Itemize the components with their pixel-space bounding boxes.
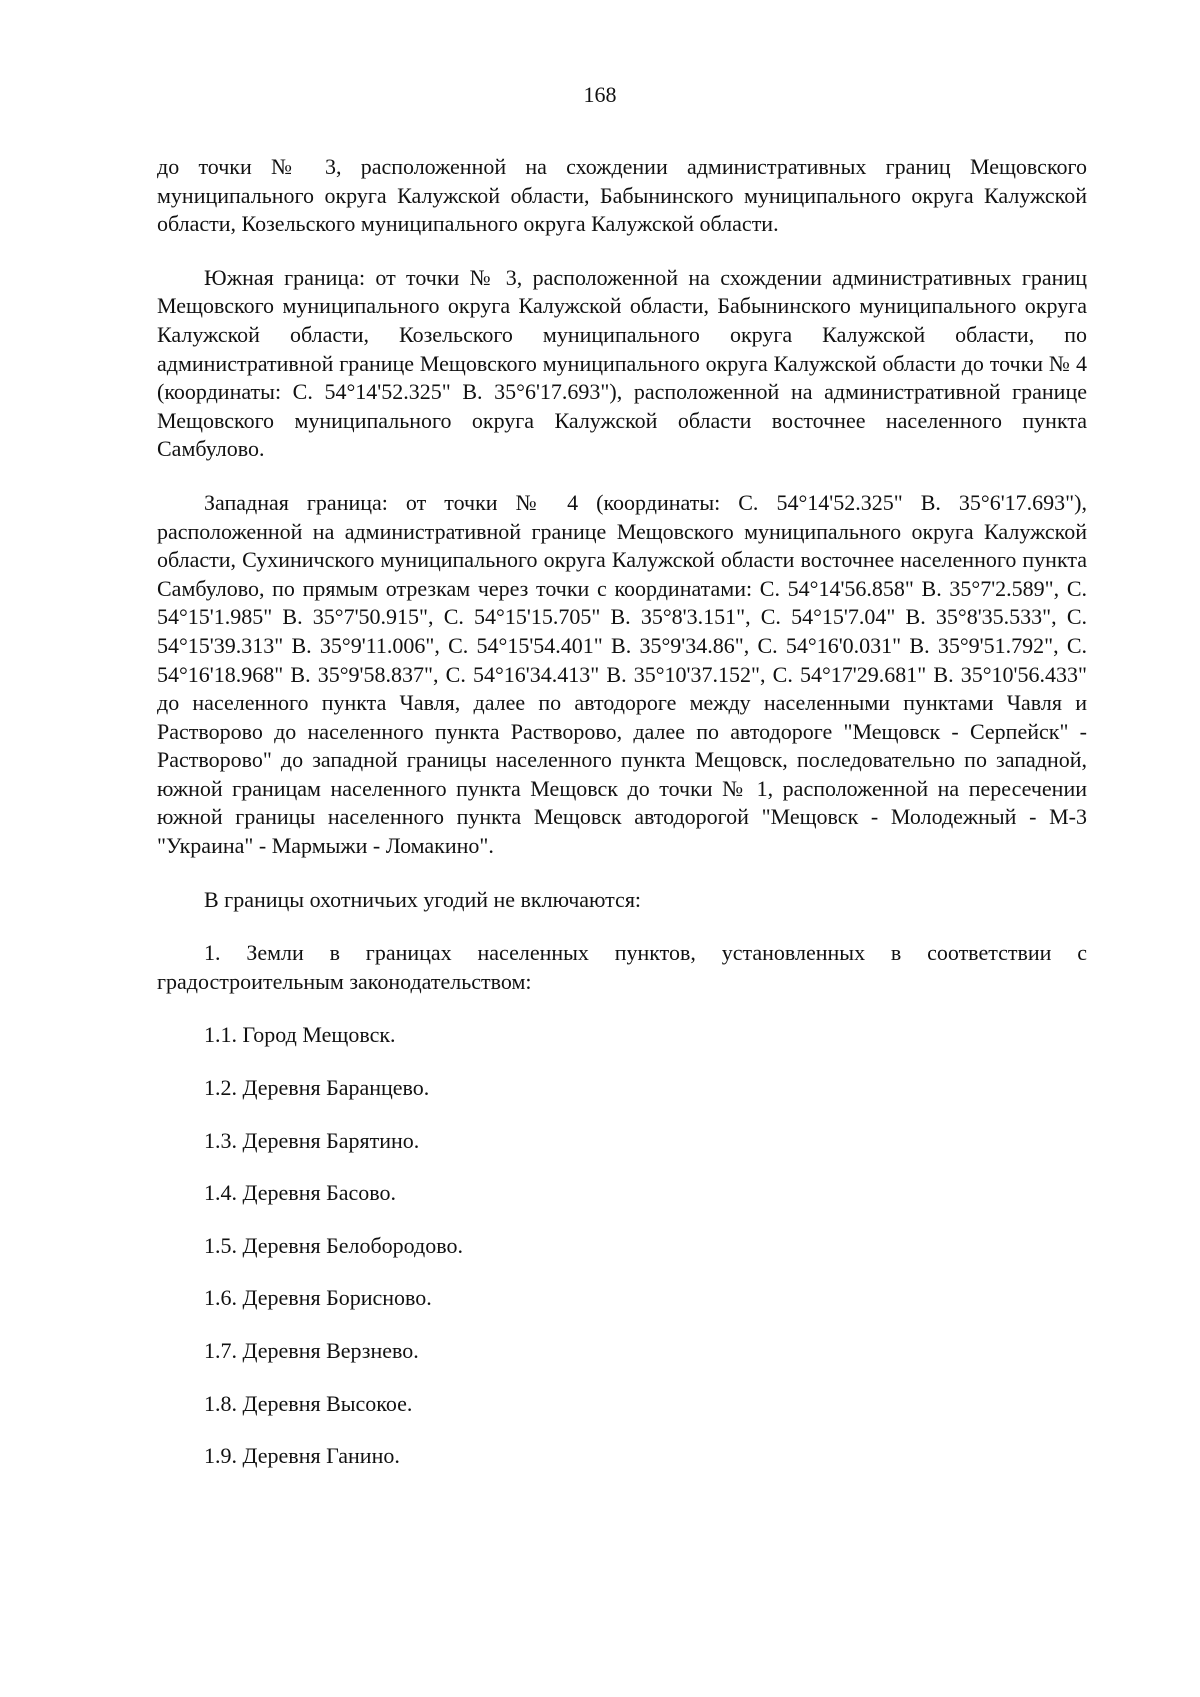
list-item: 1.5. Деревня Белобородово. [204, 1232, 463, 1258]
list-item: 1.1. Город Мещовск. [204, 1022, 396, 1048]
list-item: 1.9. Деревня Ганино. [204, 1443, 400, 1469]
list-item: 1.8. Деревня Высокое. [204, 1390, 413, 1416]
settlement-list [157, 1021, 1087, 1470]
paragraph-settlement-lands: 1. Земли в границах населенных пунктов, установленных в соответствии с градостроительным законодательством: [157, 940, 1087, 994]
list-item: 1.7. Деревня Верзнево. [204, 1338, 419, 1363]
list-item: 1.2. Деревня Баранцево. [204, 1075, 430, 1101]
list-item: 1.4. Деревня Басово. [204, 1180, 396, 1206]
paragraph-southern-border: Южная граница: от точки № 3, расположенной на схождении административных границ Мещовского муниципального округа Калужской области, Бабынинского муниципального округа Калужской области, Козельского муниципального округа Калужской области, по административной границе Мещовского муниципального округа Калужской области до точки № 4 (координаты: С. 54°14'52.325" В. 35°6'17.693"), расположенной на административной границе Мещовского муниципального округа Калужской области восточнее населенного пункта Самбулово. [157, 264, 1087, 462]
paragraph-exclusions-heading: В границы охотничьих угодий не включаются: [204, 886, 642, 912]
list-item: 1.3. Деревня Барятино. [204, 1127, 420, 1153]
paragraph-western-border: Западная граница: от точки № 4 (координаты: С. 54°14'52.325" В. 35°6'17.693"), расположенной на административной границе Мещовского муниципального округа Калужской области, Сухиничского муниципального округа Калужской области восточнее населенного пункта Самбулово, по прямым отрезкам через точки с координатами: С. 54°14'56.858" В. 35°7'2.589", С. 54°15'1.985" В. 35°7'50.915", С. 54°15'15.705" В. 35°8'3.151", С. 54°15'7.04" В. 35°8'35.533", С. 54°15'39.313" В. 35°9'11.006", С. 54°15'54.401" В. 35°9'34.86", С. 54°16'0.031" В. 35°9'51.792", С. 54°16'18.968" В. 35°9'58.837", С. 54°16'34.413" В. 35°10'37.152", С. 54°17'29.681" В. 35°10'56.433" до населенного пункта Чавля, далее по автодороге между населенными пунктами Чавля и Растворово до населенного пункта Растворово, далее по автодороге "Мещовск - Серпейск" - Растворово" до западной границы населенного пункта Мещовск, последовательно по западной, южной границам населенного пункта Мещовск до точки № 1, расположенной на пересечении южной границы населенного пункта Мещовск автодорогой "Мещовск - Молодежный - М-3 "Украина" - Мармыжи - Ломакино". [157, 489, 1087, 859]
document-body [157, 153, 1087, 1495]
paragraph-continuation: до точки № 3, расположенной на схождении административных границ Мещовского муниципального округа Калужской области, Бабынинского муниципального округа Калужской области, Козельского муниципального округа Калужской области. [157, 154, 1087, 237]
page-number: 168 [583, 82, 617, 107]
list-item: 1.6. Деревня Борисново. [204, 1285, 432, 1311]
